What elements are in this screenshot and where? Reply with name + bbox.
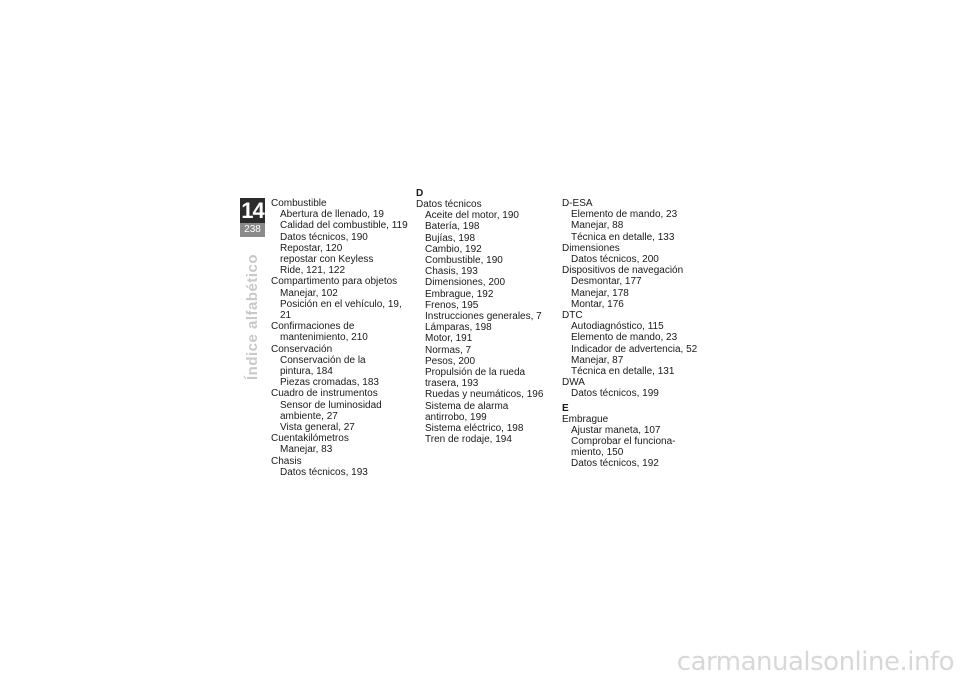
index-subentry: Calidad del combustible, 119 <box>280 220 408 232</box>
index-subentry: Manejar, 83 <box>280 444 333 456</box>
index-column-3 <box>562 198 702 470</box>
index-term: Dispositivos de navegación <box>562 265 684 277</box>
index-subentry: Frenos, 195 <box>425 299 479 311</box>
index-term: D-ESA <box>562 198 593 209</box>
index-column-1 <box>271 198 411 478</box>
index-subentry: Elemento de mando, 23 <box>571 209 678 221</box>
index-subentry: Comprobar el funciona- <box>571 436 676 448</box>
index-subentry: Propulsión de la rueda <box>425 367 526 379</box>
index-subentry: Técnica en detalle, 133 <box>571 231 675 243</box>
page-number: 238 <box>240 223 265 237</box>
index-subentry: Dimensiones, 200 <box>425 277 506 289</box>
index-subentry: Piezas cromadas, 183 <box>280 377 379 389</box>
index-subentry: miento, 150 <box>571 447 624 459</box>
index-column-2 <box>416 188 556 446</box>
index-subentry: ambiente, 27 <box>280 410 338 422</box>
index-subentry: Conservación de la <box>280 354 366 366</box>
index-subentry: Normas, 7 <box>425 344 472 356</box>
index-subentry: Sensor de luminosidad <box>280 399 382 411</box>
index-term: Compartimento para objetos <box>271 276 398 288</box>
index-subentry: Tren de rodaje, 194 <box>425 434 512 446</box>
index-section-letter: E <box>562 402 569 414</box>
index-subentry: Técnica en detalle, 131 <box>571 366 675 378</box>
index-subentry: Combustible, 190 <box>425 255 503 267</box>
index-subentry: Vista general, 27 <box>280 422 355 434</box>
index-subentry: Datos técnicos, 200 <box>571 254 659 266</box>
index-subentry: Cambio, 192 <box>425 243 482 255</box>
index-subentry: Ruedas y neumáticos, 196 <box>425 389 544 401</box>
index-term: DTC <box>562 310 583 322</box>
index-subentry: Lámparas, 198 <box>425 322 492 334</box>
watermark: carmanualsonline.info <box>676 647 954 677</box>
index-subentry: trasera, 193 <box>425 378 479 390</box>
index-subentry: Batería, 198 <box>425 221 480 233</box>
index-subentry: Motor, 191 <box>425 333 473 345</box>
index-term: Dimensiones <box>562 242 620 254</box>
index-subentry: Instrucciones generales, 7 <box>425 311 542 323</box>
index-section-letter: D <box>416 188 424 199</box>
index-subentry: Autodiagnóstico, 115 <box>571 321 664 333</box>
index-subentry: Desmontar, 177 <box>571 276 642 288</box>
index-term: Datos técnicos <box>416 199 482 210</box>
index-term: Confirmaciones de <box>271 321 355 333</box>
index-term: Embrague <box>562 413 609 425</box>
index-subentry: Manejar, 178 <box>571 287 629 299</box>
index-subentry: Embrague, 192 <box>425 288 494 300</box>
index-subentry: Manejar, 87 <box>571 354 624 366</box>
index-subentry: Manejar, 88 <box>571 220 624 232</box>
index-subentry: Chasis, 193 <box>425 266 478 278</box>
index-subentry: Datos técnicos, 199 <box>571 388 659 400</box>
index-subentry: Pesos, 200 <box>425 355 476 367</box>
index-subentry: Repostar, 120 <box>280 242 343 254</box>
index-subentry: Elemento de mando, 23 <box>571 332 678 344</box>
index-subentry: Abertura de llenado, 19 <box>280 209 384 221</box>
index-term: DWA <box>562 377 585 389</box>
index-subentry: Sistema de alarma <box>425 400 509 412</box>
index-subentry: repostar con Keyless <box>280 254 374 266</box>
index-term: Cuadro de instrumentos <box>271 388 378 400</box>
index-subentry: Posición en el vehículo, 19, 21 <box>280 298 402 322</box>
index-subentry: Datos técnicos, 193 <box>280 466 368 478</box>
index-term: Combustible <box>271 198 327 209</box>
section-title-vertical: Índice alfabético <box>244 253 261 380</box>
index-subentry: Ride, 121, 122 <box>280 265 346 277</box>
index-subentry: Datos técnicos, 192 <box>571 458 659 470</box>
index-subentry: pintura, 184 <box>280 366 333 378</box>
index-subentry: Aceite del motor, 190 <box>425 210 519 222</box>
index-term: Conservación <box>271 343 333 355</box>
chapter-number: 14 <box>241 198 264 223</box>
index-subentry: Sistema eléctrico, 198 <box>425 423 524 435</box>
index-subentry: mantenimiento, 210 <box>280 332 368 344</box>
index-subentry: antirrobo, 199 <box>425 411 487 423</box>
index-subentry: Montar, 176 <box>571 298 624 310</box>
index-subentry: Manejar, 102 <box>280 287 338 299</box>
index-subentry: Datos técnicos, 190 <box>280 231 368 243</box>
index-subentry: Ajustar maneta, 107 <box>571 424 661 436</box>
index-subentry: Bujías, 198 <box>425 232 476 244</box>
index-term: Chasis <box>271 455 302 467</box>
chapter-tab <box>240 198 265 240</box>
index-term: Cuentakilómetros <box>271 433 349 445</box>
index-subentry: Indicador de advertencia, 52 <box>571 343 698 355</box>
